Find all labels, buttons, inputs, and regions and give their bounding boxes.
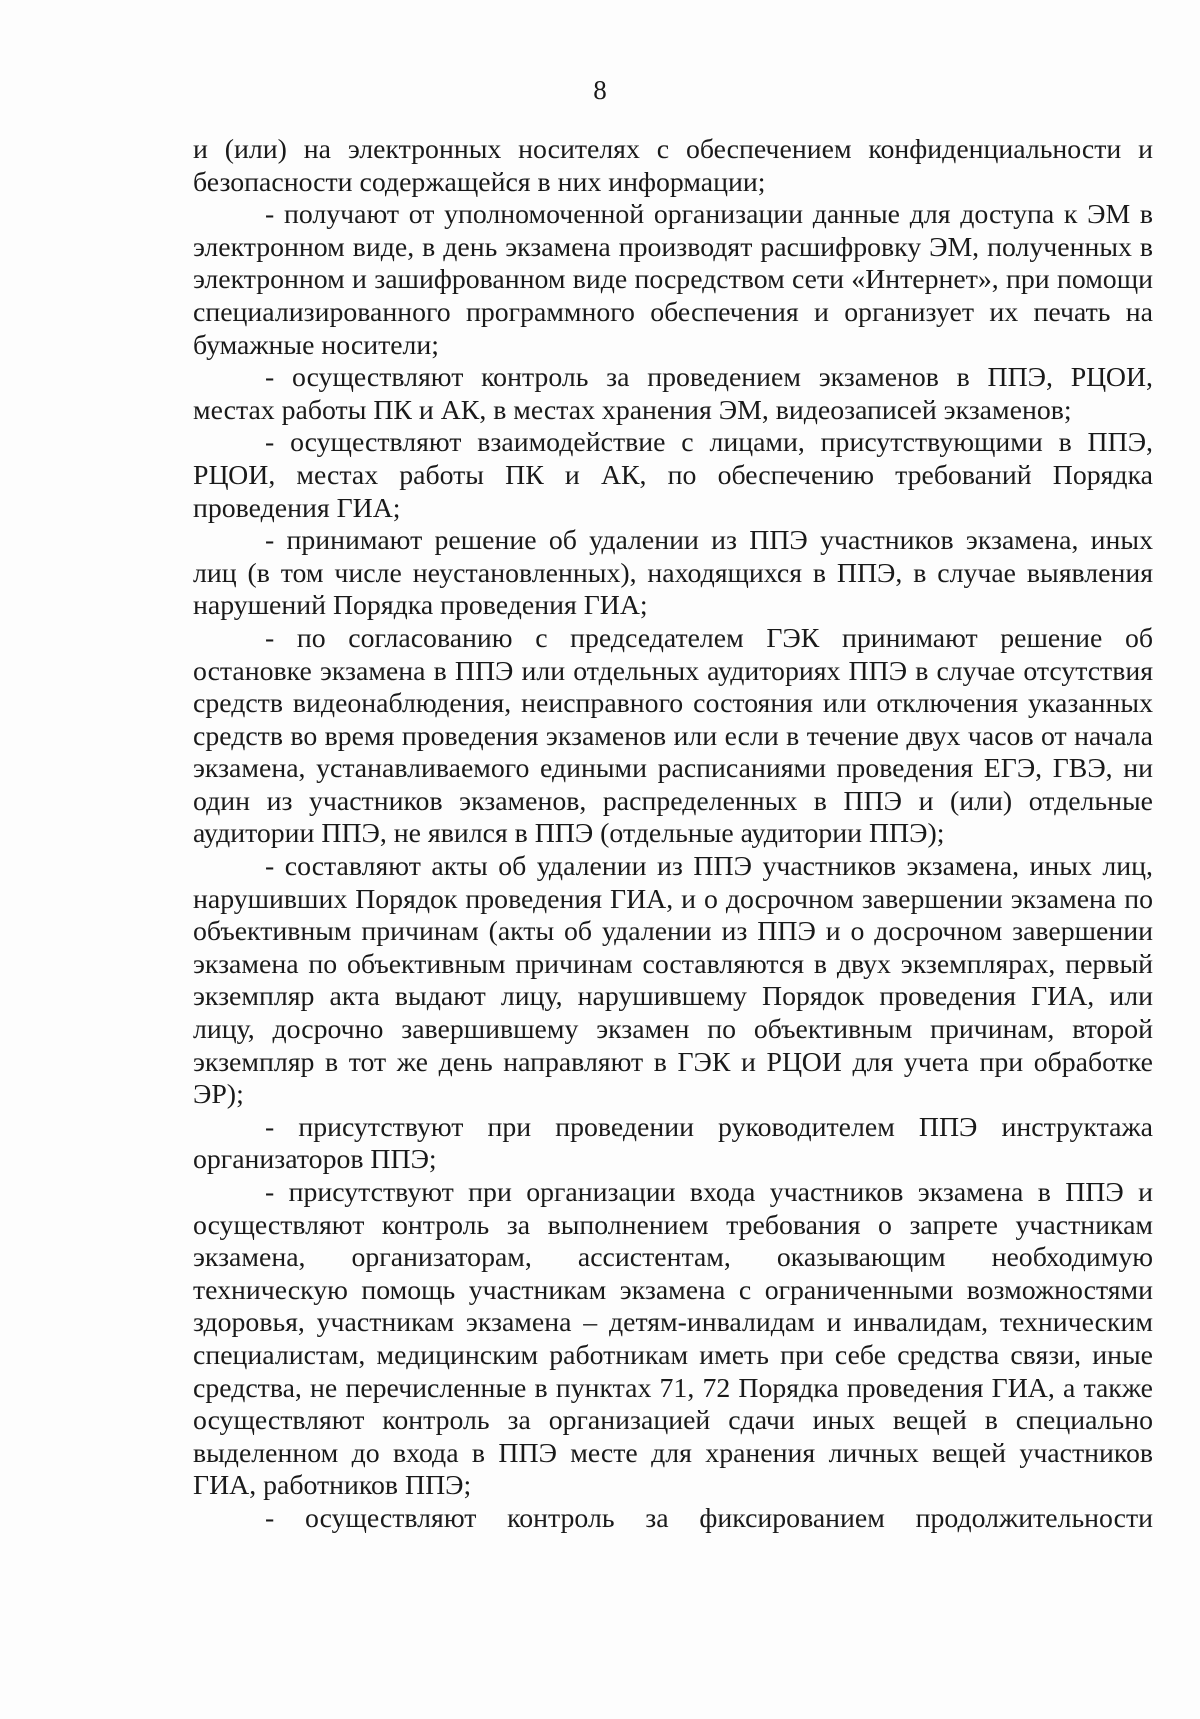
document-body: [193, 134, 1153, 1536]
paragraph-exam-stop: - по согласованию с председателем ГЭК принимают решение об остановке экзамена в ППЭ или отдельных аудиториях ППЭ в случае отсутствия средств видеонаблюдения, неисправного состояния или отключения указанных средств во время проведения экзаменов или если в течение двух часов от начала экзамена, устанавливаемого едиными расписаниями проведения ЕГЭ, ГВЭ, ни один из участников экзаменов, распределенных в ППЭ и (или) отдельные аудитории ППЭ, не явился в ППЭ (отдельные аудитории ППЭ);: [193, 622, 1153, 850]
paragraph-removal-decision: - принимают решение об удалении из ППЭ участников экзамена, иных лиц (в том числе неустановленных), находящихся в ППЭ, в случае выявления нарушений Порядка проведения ГИА;: [193, 525, 1153, 622]
page-number: 8: [593, 75, 607, 105]
paragraph-duration-control: - осуществляют контроль за фиксированием продолжительности: [265, 1502, 1153, 1534]
paragraph-briefing: - присутствуют при проведении руководителем ППЭ инструктажа организаторов ППЭ;: [193, 1111, 1153, 1176]
paragraph-interaction: - осуществляют взаимодействие с лицами, присутствующими в ППЭ, РЦОИ, местах работы ПК и АК, по обеспечению требований Порядка проведения ГИА;: [193, 427, 1153, 524]
paragraph-exam-control: - осуществляют контроль за проведением экзаменов в ППЭ, РЦОИ, местах работы ПК и АК, в местах хранения ЭМ, видеозаписей экзаменов;: [193, 362, 1153, 426]
paragraph-entrance-control: - присутствуют при организации входа участников экзамена в ППЭ и осуществляют контроль за выполнением требования о запрете участникам экзамена, организаторам, ассистентам, оказывающим необходимую техническую помощь участникам экзамена с ограниченными возможностями здоровья, участникам экзамена – детям-инвалидам и инвалидам, техническим специалистам, медицинским работникам иметь при себе средства связи, иные средства, не перечисленные в пунктах 71, 72 Порядка проведения ГИА, а также осуществляют контроль за организацией сдачи иных вещей в специально выделенном до входа в ППЭ месте для хранения личных вещей участников ГИА, работников ППЭ;: [193, 1177, 1153, 1502]
paragraph-receive-em-access: - получают от уполномоченной организации данные для доступа к ЭМ в электронном виде, в день экзамена производят расшифровку ЭМ, полученных в электронном и зашифрованном виде посредством сети «Интернет», при помощи специализированного программного обеспечения и организует их печать на бумажные носители;: [193, 199, 1153, 361]
paragraph-continuation: и (или) на электронных носителях с обеспечением конфиденциальности и безопасности содержащейся в них информации;: [193, 134, 1153, 198]
paragraph-acts: - составляют акты об удалении из ППЭ участников экзамена, иных лиц, нарушивших Порядок проведения ГИА, и о досрочном завершении экзамена по объективным причинам (акты об удалении из ППЭ и о досрочном завершении экзамена по объективным причинам составляются в двух экземплярах, первый экземпляр акта выдают лицу, нарушившему Порядок проведения ГИА, или лицу, досрочно завершившему экзамен по объективным причинам, второй экземпляр в тот же день направляют в ГЭК и РЦОИ для учета при обработке ЭР);: [193, 851, 1153, 1111]
